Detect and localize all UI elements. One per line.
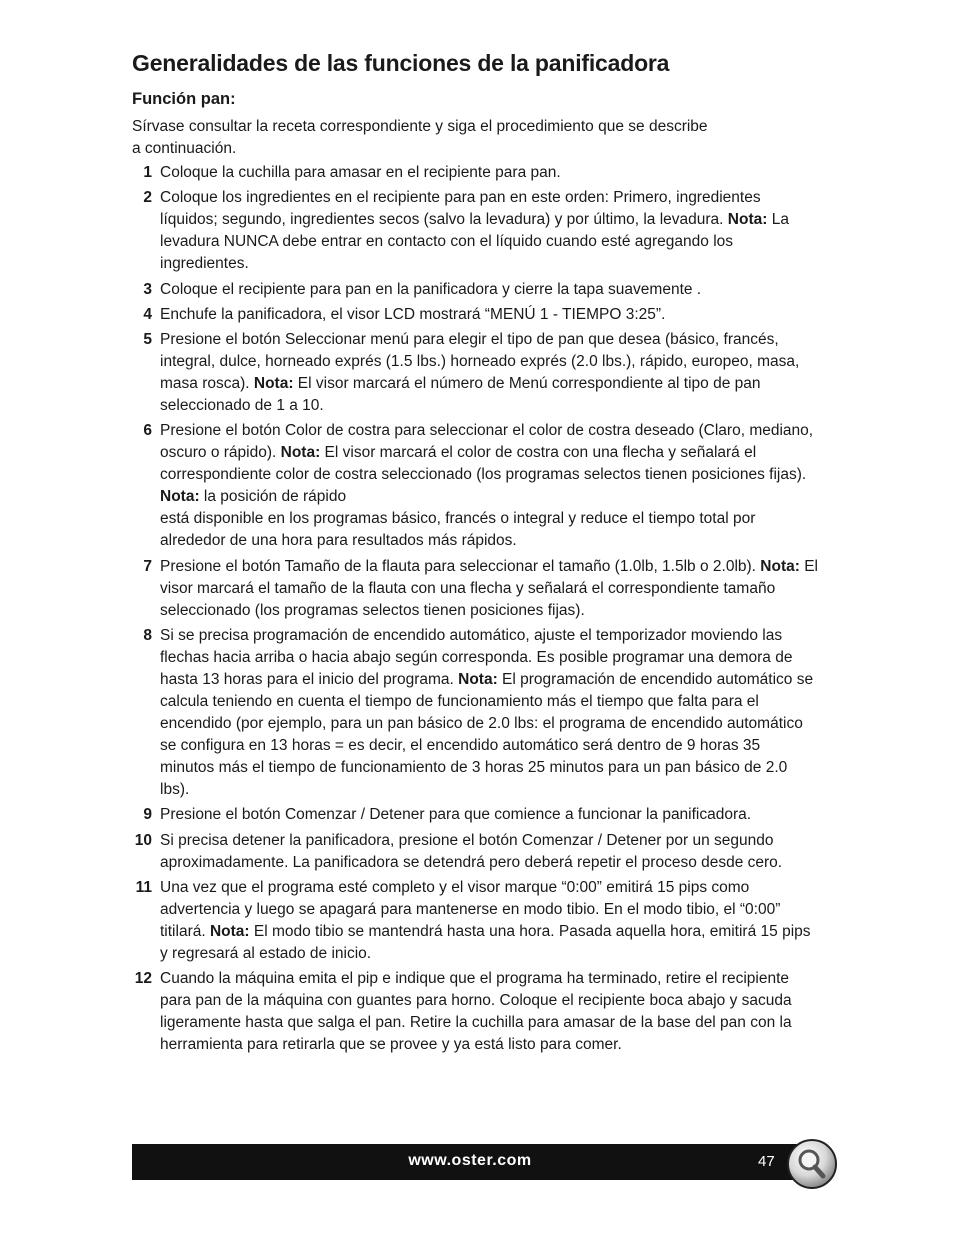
step-text-part: Una vez que el programa esté completo y el visor marque “0:00” emitirá 15 pips como advertencia y luego se apagará para mantenerse en modo tibio. En el modo tibio, el “0:00” titilará. xyxy=(160,878,781,940)
step-item xyxy=(132,804,818,826)
footer-website-link[interactable]: www.oster.com xyxy=(408,1152,532,1169)
step-number: 10 xyxy=(134,831,152,849)
step-item xyxy=(132,420,818,552)
intro-paragraph: Sírvase consultar la receta correspondiente y siga el procedimiento que se describe a continuación. xyxy=(132,118,708,157)
step-text: Presione el botón Comenzar / Detener para que comience a funcionar la panificadora. xyxy=(160,806,752,824)
step-text-part: La levadura NUNCA debe entrar en contacto con el líquido cuando esté agregando los ingredientes. xyxy=(160,211,789,273)
step-number: 6 xyxy=(143,422,152,440)
step-item xyxy=(132,279,818,301)
step-item xyxy=(132,304,818,326)
step-number: 9 xyxy=(143,806,152,824)
step-text: Enchufe la panificadora, el visor LCD mostrará “MENÚ 1 - TIEMPO 3:25”. xyxy=(160,305,666,323)
step-item xyxy=(132,625,818,801)
step-text-part: Si se precisa programación de encendido automático, ajuste el temporizador moviendo las flechas hacia arriba o hacia abajo según corresponda. Es posible programar una demora de hasta 13 horas para el inicio del programa. xyxy=(160,627,793,689)
step-text-part: El programación de encendido automático se calcula teniendo en cuenta el tiempo de funcionamiento más el tiempo que falta para el encendido (por ejemplo, para un pan básico de 2.0 lbs: el programa de encendido automático se configura en 13 horas = es decir, el encendido automático será dentro de 9 horas 35 minutos más el tiempo de funcionamiento de 3 horas 25 minutos para un pan básico de 2.0 lbs). xyxy=(160,671,814,799)
step-text xyxy=(160,556,818,622)
note-label: Nota: xyxy=(280,444,321,462)
footer-bar xyxy=(132,1144,808,1180)
note-label: Nota: xyxy=(253,375,294,393)
step-text: Coloque la cuchilla para amasar en el recipiente para pan. xyxy=(160,164,561,181)
note-label: Nota: xyxy=(458,671,498,689)
note-label: Nota: xyxy=(760,557,800,575)
step-text: Si precisa detener la panificadora, presione el botón Comenzar / Detener por un segundo aproximadamente. La panificadora se detendrá pero deberá repetir el proceso desde cero. xyxy=(160,831,783,871)
note-label: Nota: xyxy=(209,922,250,940)
step-text xyxy=(160,420,818,552)
step-text-part: Coloque los ingredientes en el recipiente para pan en este orden: Primero, ingredientes líquidos; segundo, ingredientes secos (salvo la levadura) y por último, la levadura. xyxy=(160,189,761,229)
step-number: 11 xyxy=(135,878,152,896)
step-text-part: El modo tibio se mantendrá hasta una hora. Pasada aquella hora, emitirá 15 pips y regresará al estado de inicio. xyxy=(160,922,811,962)
step-item xyxy=(132,830,818,874)
step-number: 7 xyxy=(143,557,152,575)
section-subtitle: Función pan: xyxy=(132,90,236,108)
page-title: Generalidades de las funciones de la panificadora xyxy=(132,50,670,76)
step-item xyxy=(132,187,818,275)
step-item xyxy=(132,968,818,1056)
step-text-part: El visor marcará el número de Menú correspondiente al tipo de pan seleccionado de 1 a 10. xyxy=(160,375,761,415)
step-text-part: está disponible en los programas básico, francés o integral y reduce el tiempo total por alrededor de una hora para resultados más rápidos. xyxy=(160,510,756,550)
note-label: Nota: xyxy=(727,211,768,229)
step-number: 1 xyxy=(143,164,152,181)
step-text-part: El visor marcará el color de costra con una flecha y señalará el correspondiente color de costra seleccionado (los programas selectos tienen posiciones fijas). xyxy=(160,444,807,484)
steps-list xyxy=(132,162,818,1060)
magnifier-icon xyxy=(786,1138,838,1190)
step-text-part: la posición de rápido xyxy=(199,488,347,506)
step-text xyxy=(160,625,818,801)
step-text-part: Presione el botón Tamaño de la flauta para seleccionar el tamaño (1.0lb, 1.5lb o 2.0lb). xyxy=(160,557,761,575)
step-number: 5 xyxy=(143,331,152,349)
step-text xyxy=(160,329,818,417)
step-number: 12 xyxy=(134,970,152,988)
step-number: 2 xyxy=(143,189,152,207)
step-text: Coloque el recipiente para pan en la panificadora y cierre la tapa suavemente . xyxy=(160,280,702,298)
step-item xyxy=(132,556,818,622)
step-number: 3 xyxy=(143,280,152,298)
note-label: Nota: xyxy=(160,488,200,506)
step-number: 4 xyxy=(143,305,152,323)
step-text-part: Presione el botón Seleccionar menú para elegir el tipo de pan que desea (básico, francés, integral, dulce, horneado exprés (1.5 lbs.) horneado exprés (2.0 lbs.), rápido, europeo, masa, masa rosca). xyxy=(160,331,800,393)
step-item xyxy=(132,877,818,965)
step-item xyxy=(132,329,818,417)
step-text-part: El visor marcará el tamaño de la flauta con una flecha y señalará el correspondiente tamaño seleccionado (los programas selectos tienen posiciones fijas). xyxy=(160,557,818,619)
step-text: Cuando la máquina emita el pip e indique que el programa ha terminado, retire el recipiente para pan de la máquina con guantes para horno. Coloque el recipiente boca abajo y sacuda ligeramente hasta que salga el pan. Retire la cuchilla para amasar de la base del pan con la herramienta para retirarla que se provee y ya está listo para comer. xyxy=(160,970,792,1054)
step-item xyxy=(132,162,818,184)
page-number: 47 xyxy=(758,1153,775,1170)
step-text xyxy=(160,187,818,275)
step-number: 8 xyxy=(143,627,152,645)
step-text-part: Presione el botón Color de costra para seleccionar el color de costra deseado (Claro, mediano, oscuro o rápido). xyxy=(160,422,814,462)
step-text xyxy=(160,877,818,965)
